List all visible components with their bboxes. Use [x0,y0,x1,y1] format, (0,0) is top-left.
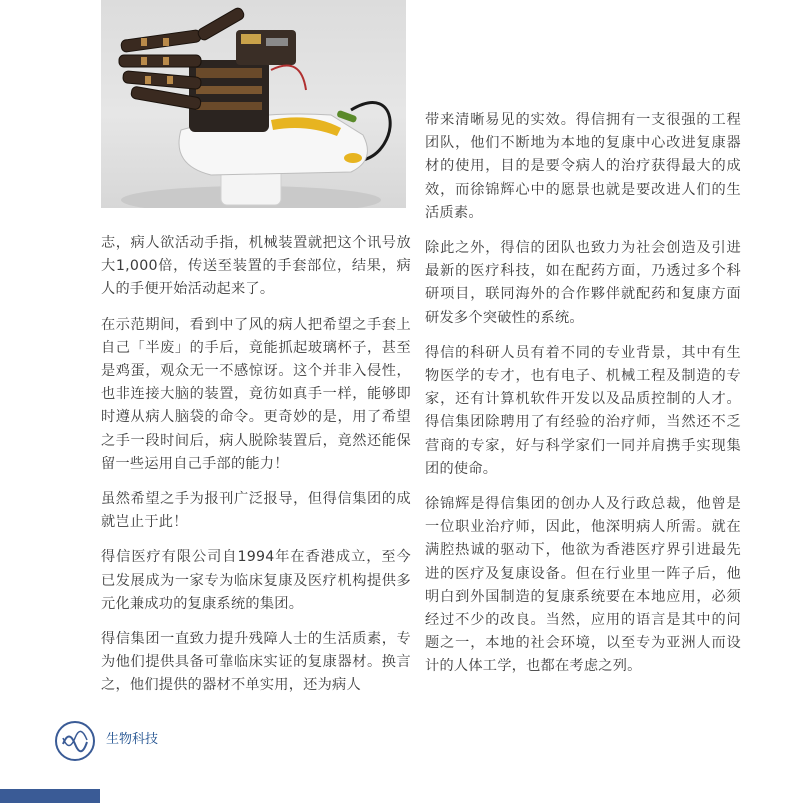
paragraph: 带来清晰易见的实效。得信拥有一支很强的工程团队，他们不断地为本地的复康中心改进复康器材的使用，目的是要令病人的治疗获得最大的成效，而徐锦辉心中的愿景也就是要改进人们的生活质素。 [425,112,741,221]
paragraph: 得信集团一直致力提升残障人士的生活质素，专为他们提供具备可靠临床实证的复康器材。换言之，他们提供的器材不单实用，还为病人 [101,631,411,694]
robotic-hand-photo [101,0,406,208]
paragraph: 除此之外，得信的团队也致力为社会创造及引进最新的医疗科技，如在配药方面，乃透过多个科研项目，联同海外的合作夥伴就配药和复康方面研发多个突破性的系统。 [425,240,741,326]
paragraph: 得信的科研人员有着不同的专业背景，其中有生物医学的专才，也有电子、机械工程及制造的专家，还有计算机软件开发以及品质控制的人才。得信集团除聘用了有经验的治疗师，当然还不乏营商的专家，好与科学家们一同并肩携手实现集团的使命。 [425,344,741,477]
left-column [101,232,411,710]
paragraph: 得信医疗有限公司自1994年在香港成立，至今已发展成为一家专为临床复康及医疗机构提供多元化兼成功的复康系统的集团。 [101,549,411,612]
paragraph: 虽然希望之手为报刊广泛报导，但得信集团的成就岂止于此！ [101,491,411,531]
paragraph: 在示范期间，看到中了风的病人把希望之手套上自己「半废」的手后，竟能抓起玻璃杯子，甚至是鸡蛋，观众无一不感惊讶。这个并非入侵性，也非连接大脑的装置，竟彷如真手一样，能够即时遵从病人脑袋的命令。更奇妙的是，用了希望之手一段时间后，病人脱除装置后，竟然还能保留一些运用自己手部的能力！ [101,316,411,472]
footer-accent-bar [0,789,100,803]
paragraph: 志，病人欲活动手指，机械装置就把这个讯号放大1,000倍，传送至装置的手套部位，结果，病人的手便开始活动起来了。 [101,235,411,298]
dna-circle-icon [54,720,96,762]
right-column [425,109,741,691]
section-label: 生物科技 [106,732,159,747]
paragraph: 徐锦辉是得信集团的创办人及行政总裁，他曾是一位职业治疗师，因此，他深明病人所需。就在满腔热诚的驱动下，他欲为香港医疗界引进最先进的医疗及复康设备。但在行业里一阵子后，他明白到外国制造的复康系统要在本地应用，必须经过不少的改良。当然，应用的语言是其中的问题之一，本地的社会环境，以至专为亚洲人而设计的人体工学，也都在考虑之列。 [425,496,741,675]
